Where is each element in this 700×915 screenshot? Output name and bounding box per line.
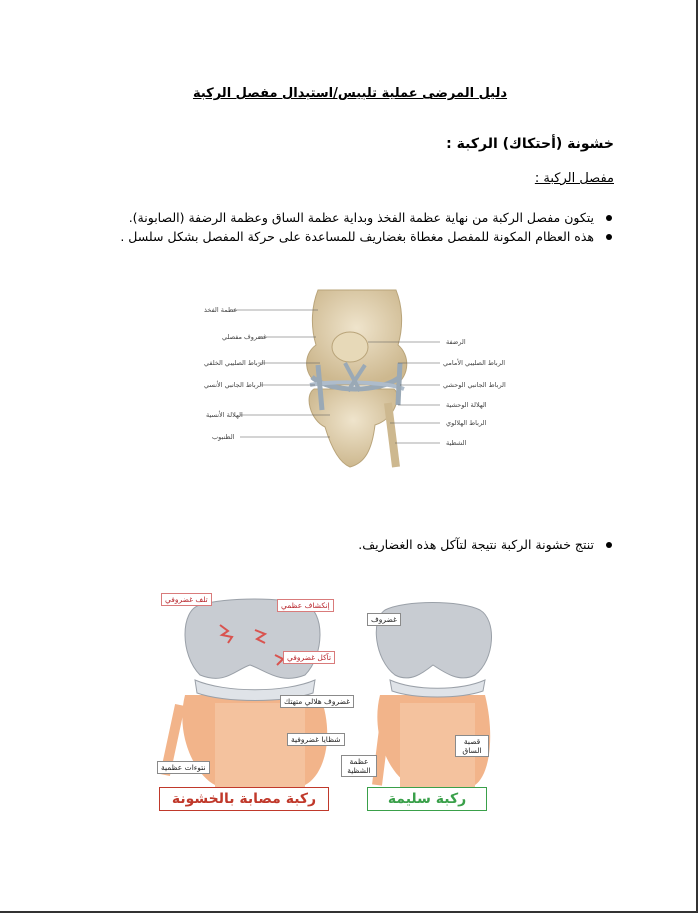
callout-cartilage-fragments: شظايا غضروفية xyxy=(287,733,345,746)
list-item: يتكون مفصل الركبة من نهاية عظمة الفخذ وبداية عظمة الساق وعظمة الرضفة (الصابونة). xyxy=(94,208,614,227)
section-subheading: مفصل الركبة : xyxy=(534,171,614,186)
label-patella: الرضفة xyxy=(446,338,466,346)
knee-comparison-figure xyxy=(155,585,500,820)
callout-bone-exposure: إنكشاف عظمي xyxy=(277,599,334,612)
list-item: هذه العظام المكونة للمفصل مغطاة بغضاريف للمساعدة على حركة المفصل بشكل سلسل . xyxy=(94,227,614,246)
label-tibia: الظنبوب xyxy=(212,433,235,441)
label-meniscal-ligament: الرباط الهلالوي xyxy=(446,419,487,427)
label-medial-meniscus: الهلالة الأنسية xyxy=(206,411,243,419)
healthy-knee-illustration xyxy=(376,603,491,789)
label-lcl: الرباط الجانبي الوحشي xyxy=(443,381,506,389)
knee-anatomy-figure xyxy=(200,285,506,470)
list-item: تنتج خشونة الركبة نتيجة لتآكل هذه الغضاريف. xyxy=(94,535,614,554)
bullet-list-anatomy xyxy=(94,208,614,246)
callout-fibula: عظمة الشظية xyxy=(341,755,377,777)
label-mcl: الرباط الجانبي الأنسي xyxy=(204,381,263,389)
callout-cartilage: غضروف xyxy=(367,613,401,626)
banner-healthy-knee: ركبة سليمة xyxy=(367,787,487,811)
bullet-list-osteoarthritis xyxy=(94,535,614,554)
section-heading: خشونة (أحتكاك) الركبة : xyxy=(446,136,614,152)
callout-tibia: قصبة الساق xyxy=(455,735,489,757)
label-pcl: الرباط الصليبي الخلفي xyxy=(204,359,266,367)
label-articular-cartilage: غضروف مفصلي xyxy=(222,333,267,341)
label-lateral-meniscus: الهلالة الوحشية xyxy=(446,401,487,409)
callout-torn-meniscus: غضروف هلالي متهتك xyxy=(280,695,354,708)
document-title: دليل المرضى عملية تلبيس/استبدال مفصل الركبة xyxy=(192,86,508,101)
banner-damaged-knee: ركبة مصابة بالخشونة xyxy=(159,787,329,811)
label-fibula: الشظية xyxy=(446,439,467,447)
callout-cartilage-damage: تلف غضروفي xyxy=(161,593,212,606)
label-femur: عظمة الفخذ xyxy=(204,306,238,314)
callout-bone-spurs: نتوءات عظمية xyxy=(157,761,210,774)
callout-cartilage-erosion: تآكل غضروفي xyxy=(283,651,335,664)
label-acl: الرباط الصليبي الأمامي xyxy=(443,359,506,367)
